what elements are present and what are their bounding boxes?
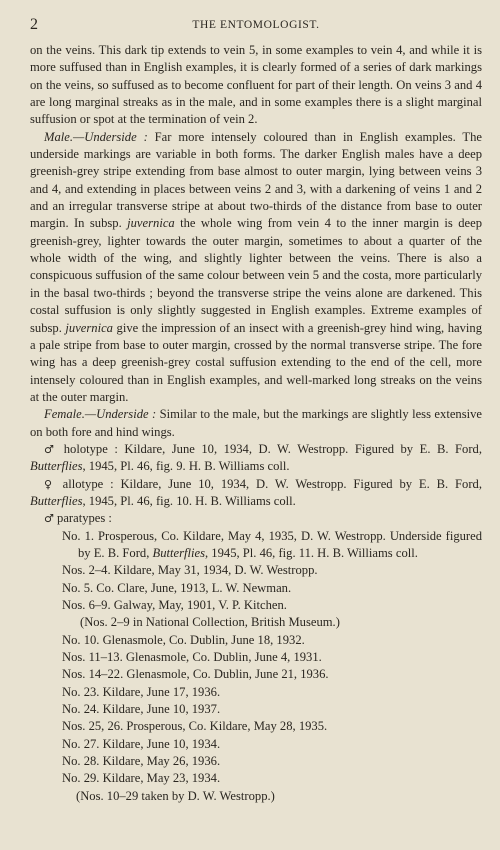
list-item: No. 28. Kildare, May 26, 1936. (62, 754, 221, 769)
list-item: No. 27. Kildare, June 10, 1934. (62, 736, 221, 751)
list-item: No. 23. Kildare, June 17, 1936. (62, 684, 221, 699)
male-underside-text-2: the whole wing from vein 4 to the inner margin is deep greenish-grey, lighter towards the outer margin, sometimes to about a quarter of the whole width of the wing, and slightly lighter between the veins. There is also a conspicuous suffusion of the same colour between vein 5 and the costa, more particularly in the basal two-thirds ; beyond the transverse stripe the veins alone are darkened. This costal suffusion is only slightly suggested in English examples. Extreme examples of subsp. (30, 216, 482, 335)
article-body (30, 42, 482, 805)
list-item: Nos. 14–22. Glenasmole, Co. Dublin, June 21, 1936. (62, 667, 329, 682)
subspecies-name: juvernica (127, 216, 175, 231)
list-item: No. 5. Co. Clare, June, 1913, L. W. Newman. (62, 580, 292, 595)
allotype-entry (30, 476, 482, 511)
list-item: Nos. 2–4. Kildare, May 31, 1934, D. W. Westropp. (62, 563, 318, 578)
paratypes-title: paratypes : (53, 511, 112, 526)
subspecies-name: juvernica (65, 320, 113, 335)
male-underside-heading: Male.—Underside : (44, 129, 148, 144)
list-item: No. 10. Glenasmole, Co. Dublin, June 18, 1932. (62, 632, 305, 647)
paratypes-heading (30, 510, 482, 527)
holotype-text-2: , 1945, Pl. 46, fig. 9. H. B. Williams coll. (82, 459, 290, 474)
list-item: No. 29. Kildare, May 23, 1934. (62, 771, 221, 786)
female-symbol-icon: ♀ (44, 477, 56, 491)
page-number: 2 (30, 16, 38, 33)
male-symbol-icon: ♂ (44, 512, 54, 526)
book-title: Butterflies (152, 545, 205, 560)
female-underside-heading: Female.—Underside : (44, 407, 157, 422)
page-header (30, 14, 482, 38)
paratype-list (30, 528, 482, 806)
male-underside-text-3: give the impression of an insect with a greenish-grey hind wing, having a pale stripe from base to outer margin, crossed by the normal transverse stripe. The fore wing has a deep greenish-grey costal suffusion extending to the end of the cell, more intensely coloured than in English examples, and well-marked long streaks on the veins at the outer margin. (30, 320, 482, 404)
male-underside-text-1: Far more intensely coloured than in English examples. The underside markings are variable in both forms. The darker English males have a deep greenish-grey stripe extending from base almost to outer margin, lying between veins 3 and 4, and extending in places between veins 2 and 3, with a darkening of veins 1 and 2 and an irregular transverse stripe at about two-thirds of the distance from base to outer margin. In subsp. (30, 129, 483, 231)
paragraph-male-underside (30, 129, 482, 407)
list-item (30, 528, 482, 563)
collection-note: (Nos. 2–9 in National Collection, British Museum.) (80, 615, 340, 630)
running-title: THE ENTOMOLOGIST. (192, 19, 320, 31)
list-item: No. 24. Kildare, June 10, 1937. (62, 702, 221, 717)
paragraph-forewing-tip: on the veins. This dark tip extends to vein 5, in some examples to vein 4, and while it is more suffused than in English examples, it is clearly formed of a series of dark markings on the veins, so suffused as to become confluent for part of their length. On veins 3 and 4 are long marginal streaks as in the male, and in some examples there is a slight marginal suffusion or spot at the termination of vein 2. (30, 43, 482, 127)
holotype-text-1: holotype : Kildare, June 10, 1934, D. W. Westropp. Figured by E. B. Ford, (57, 441, 482, 456)
list-item: Nos. 11–13. Glenasmole, Co. Dublin, June 4, 1931. (62, 650, 322, 665)
paratype-1-text-2: , 1945, Pl. 46, fig. 11. H. B. Williams coll. (205, 545, 418, 560)
allotype-text-2: , 1945, Pl. 46, fig. 10. H. B. Williams coll. (82, 493, 296, 508)
book-title: Butterflies (30, 459, 83, 474)
holotype-entry (30, 441, 482, 476)
paratype-1-text-1: No. 1. Prosperous, Co. Kildare, May 4, 1935, D. W. Westropp. Underside figured by E. B. Ford, (62, 528, 482, 560)
list-item: Nos. 25, 26. Prosperous, Co. Kildare, May 28, 1935. (62, 719, 328, 734)
book-title: Butterflies (30, 493, 83, 508)
allotype-text-1: allotype : Kildare, June 10, 1934, D. W. Westropp. Figured by E. B. Ford, (55, 476, 482, 491)
list-item: Nos. 6–9. Galway, May, 1901, V. P. Kitchen. (62, 598, 287, 612)
paragraph-female-underside (30, 406, 482, 441)
female-underside-text: Similar to the male, but the markings are slightly less extensive on both fore and hind wings. (30, 407, 482, 439)
collector-note: (Nos. 10–29 taken by D. W. Westropp.) (76, 788, 275, 803)
male-symbol-icon: ♂ (44, 442, 58, 456)
